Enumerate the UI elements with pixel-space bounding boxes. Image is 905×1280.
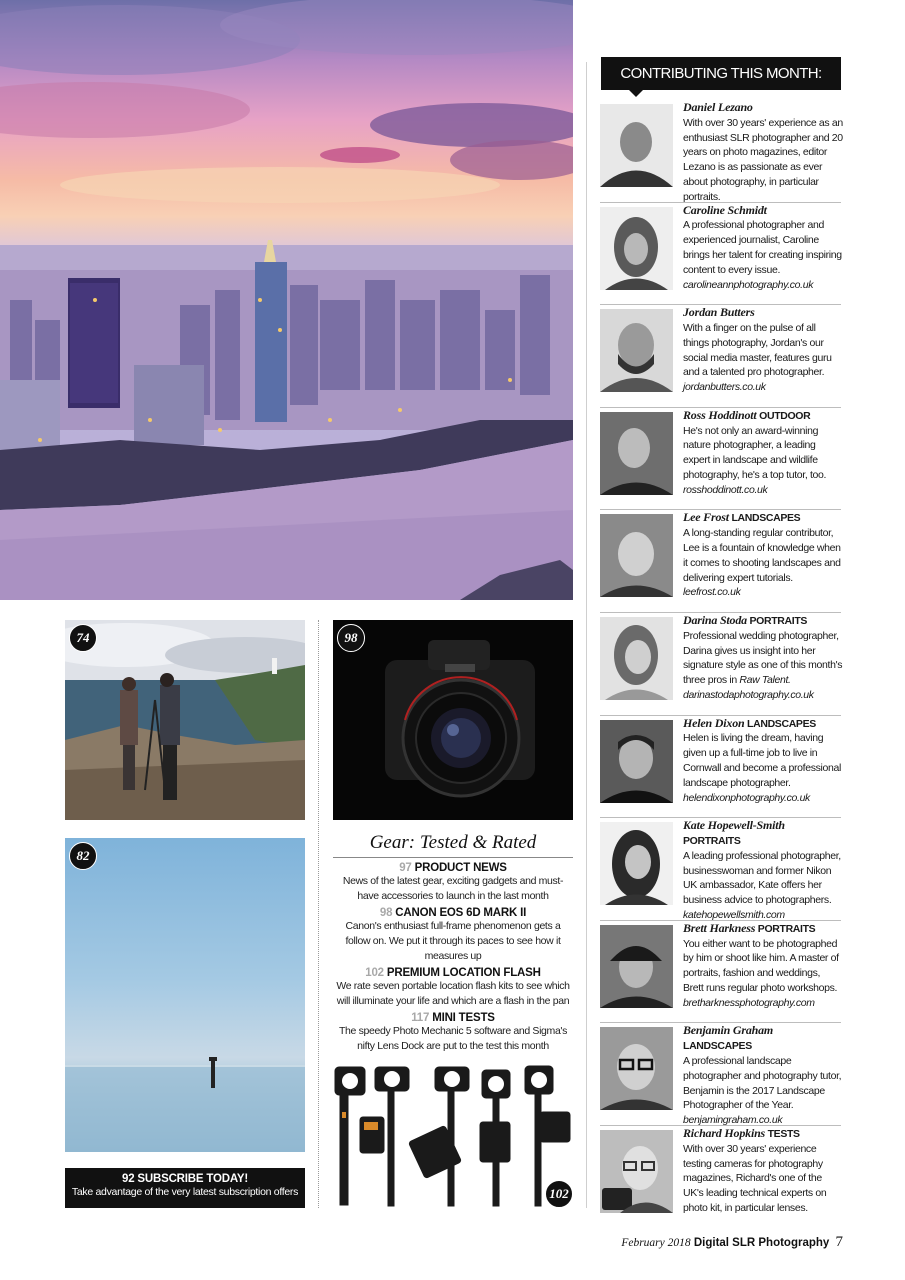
contributor-bio: With a finger on the pulse of all things photography, Jordan's our social media master, features guru and a talented pro photographer. (683, 321, 832, 379)
gear-item-title: CANON EOS 6D MARK II (395, 907, 527, 919)
contributor-bio: He's not only an award-winning nature photographer, a leading expert in landscape and wildlife photography, he's a top tutor, too. (683, 424, 827, 481)
contributor-item[interactable] (600, 305, 841, 408)
contributors-header: CONTRIBUTING THIS MONTH: (601, 57, 841, 90)
gear-page-number: 97 (399, 862, 412, 874)
contributor-specialty: LANDSCAPES (683, 1040, 752, 1053)
contributor-bio: Helen is living the dream, having given up a full-time job to live in Cornwall and become a professional landscape photographer. (683, 732, 841, 789)
gear-item-description: We rate seven portable location flash kits to see which will illuminate your life and which are a flash in the pan (336, 980, 570, 1007)
contributor-name: Brett Harkness (683, 920, 756, 935)
contributor-name: Daniel Lezano (683, 100, 753, 114)
page-number-badge: 82 (69, 842, 97, 870)
seascape-photo[interactable] (65, 838, 305, 1152)
subscribe-subtitle: Take advantage of the very latest subscription offers (71, 1186, 299, 1198)
flash-kits-photo[interactable] (330, 1062, 573, 1208)
contributor-item[interactable] (600, 818, 841, 921)
contributor-item[interactable] (600, 408, 841, 511)
subscribe-banner[interactable] (65, 1168, 305, 1208)
contributor-name: Lee Frost (683, 510, 729, 525)
contributor-name: Ross Hoddinott (683, 407, 757, 422)
contributor-specialty: PORTRAITS (683, 834, 741, 847)
contributor-portrait (600, 104, 673, 187)
contributor-specialty: PORTRAITS (749, 614, 808, 627)
contributor-name: Kate Hopewell-Smith (683, 818, 785, 833)
gear-page-number: 98 (379, 907, 393, 919)
gear-item-description: News of the latest gear, exciting gadgets and must-have accessories to launch in the last month (342, 875, 564, 902)
subscribe-page-number: 92 (122, 1173, 135, 1185)
gear-item-description: Canon's enthusiast full-frame phenomenon gets a follow on. We put it through its paces to see how it measures up (345, 920, 561, 962)
contributor-portrait (600, 1027, 673, 1110)
gear-page-number: 102 (365, 967, 384, 979)
gear-item-title: MINI TESTS (432, 1012, 495, 1024)
contributor-bio: A leading professional photographer, businesswoman and former Nikon UK ambassador, Kate offers her business advice to photographers. (683, 849, 841, 907)
contributor-bio: A professional photographer and experienced journalist, Caroline brings her talent for creating inspiring content to every issue. (683, 219, 842, 276)
contributor-name: Jordan Butters (683, 305, 755, 320)
contributor-bio: A professional landscape photographer and photography tutor, Benjamin is the 2017 Landscape Photographer of the Year. (683, 1054, 842, 1112)
gear-item[interactable] (333, 967, 573, 1009)
contributor-item[interactable] (600, 203, 841, 306)
contributor-bio: With over 30 years' experience testing cameras for photography magazines, Richard's one of the UK's leading technical experts on photo kit, in particular lenses. (683, 1142, 827, 1214)
gear-section-title: Gear: Tested & Rated (333, 832, 573, 858)
contributor-bio-feature: Raw Talent. (739, 674, 791, 687)
contributor-bio: Professional wedding photographer, Darina gives us insight into her signature style as one of this month's three pros in (683, 629, 843, 687)
gear-item-description: The speedy Photo Mechanic 5 software and Sigma's nifty Lens Dock are put to the test this month (338, 1025, 567, 1052)
hero-cityscape-photo (0, 0, 573, 600)
contributor-name: Benjamin Graham (683, 1023, 774, 1038)
contributor-specialty: PORTRAITS (757, 922, 816, 935)
page-number: 7 (835, 1234, 843, 1250)
contributor-name: Caroline Schmidt (683, 202, 767, 217)
contributor-website[interactable]: benjamingraham.co.uk (683, 1114, 783, 1127)
contributor-bio: A long-standing regular contributor, Lee is a fountain of knowledge when it comes to shooting landscapes and delivering expert tutorials. (683, 527, 841, 584)
contributor-website[interactable]: bretharknessphotography.com (683, 996, 815, 1009)
contributor-specialty: TESTS (767, 1127, 800, 1140)
contributor-website[interactable]: carolineannphotography.co.uk (683, 278, 814, 291)
column-divider (586, 62, 587, 1208)
canon-camera-photo[interactable] (333, 620, 573, 820)
magazine-title: Digital SLR Photography (693, 1237, 830, 1249)
contributor-portrait (600, 412, 673, 495)
contributor-item[interactable] (600, 716, 841, 819)
gear-item-title: PREMIUM LOCATION FLASH (386, 967, 541, 979)
page-number-badge: 98 (337, 624, 365, 652)
contributor-website[interactable]: darinastodaphotography.co.uk (683, 688, 814, 701)
contributor-item[interactable] (600, 100, 841, 203)
contributor-website[interactable]: katehopewellsmith.com (683, 908, 785, 921)
gear-item[interactable] (333, 1012, 573, 1054)
page-footer (621, 1234, 843, 1251)
gear-item-title: PRODUCT NEWS (414, 862, 507, 874)
contributor-item[interactable] (600, 510, 841, 613)
contributor-bio: You either want to be photographed by him or shoot like him. A master of portraits, fashion and weddings, Brett runs regular photo workshops. (683, 937, 839, 994)
contributor-specialty: OUTDOOR (759, 409, 811, 422)
contributor-website[interactable]: rosshoddinott.co.uk (683, 483, 768, 496)
contributor-name: Helen Dixon (683, 715, 745, 730)
contributor-portrait (600, 925, 673, 1008)
contributor-portrait (600, 720, 673, 803)
contributor-portrait (600, 514, 673, 597)
contributor-portrait (600, 207, 673, 290)
issue-date: February 2018 (621, 1237, 691, 1249)
contributor-item[interactable] (600, 613, 841, 716)
contributor-item[interactable] (600, 1126, 841, 1229)
contributor-bio: With over 30 years' experience as an enthusiast SLR photographer and 20 years on photo magazines, editor Lezano is as passionate as ever about photography, in particular portraits. (683, 116, 843, 203)
contributor-portrait (600, 617, 673, 700)
gear-page-number: 117 (411, 1012, 430, 1024)
contributor-portrait (600, 309, 673, 392)
contributor-website[interactable]: leefrost.co.uk (683, 586, 741, 599)
page-number-badge: 74 (69, 624, 97, 652)
dotted-divider (318, 620, 319, 1208)
contributor-website[interactable]: jordanbutters.co.uk (683, 381, 766, 394)
contributor-specialty: LANDSCAPES (731, 512, 801, 525)
contributor-specialty: LANDSCAPES (747, 717, 816, 730)
coast-photo[interactable] (65, 620, 305, 820)
contributor-item[interactable] (600, 1023, 841, 1126)
subscribe-title: SUBSCRIBE TODAY! (137, 1173, 248, 1185)
contributor-item[interactable] (600, 921, 841, 1024)
contributor-website[interactable]: helendixonphotography.co.uk (683, 791, 810, 804)
gear-item[interactable] (333, 862, 573, 904)
gear-item[interactable] (333, 907, 573, 964)
page-number-badge: 102 (545, 1180, 573, 1208)
contributor-portrait (600, 822, 673, 905)
contributor-portrait (600, 1130, 673, 1213)
contributor-name: Richard Hopkins (683, 1125, 766, 1140)
contributors-list (600, 100, 841, 1229)
contributor-name: Darina Stoda (683, 612, 747, 627)
gear-list (333, 862, 573, 1057)
